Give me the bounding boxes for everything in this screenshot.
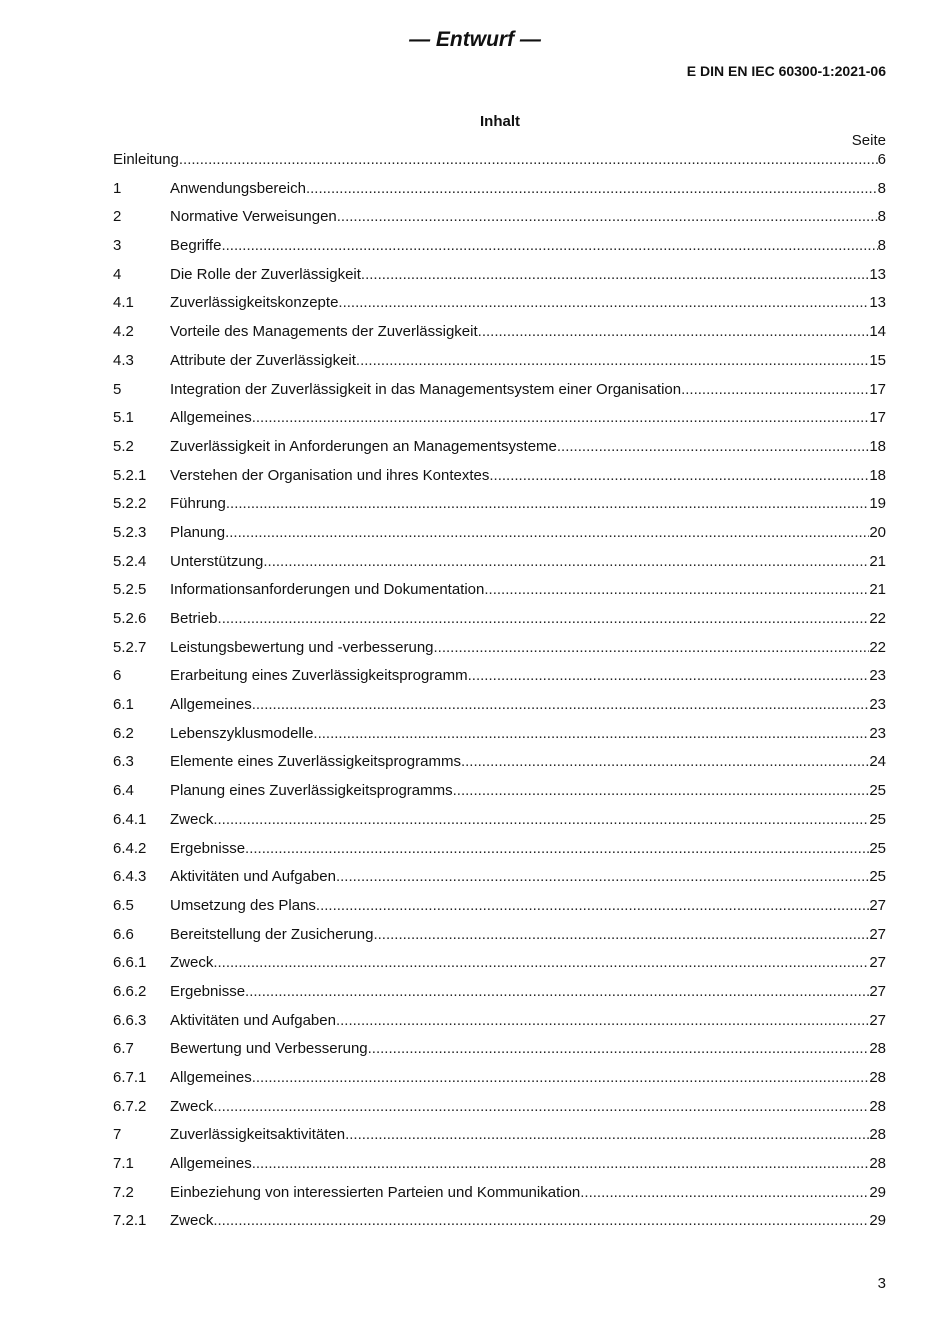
page-number: 3 <box>877 1275 886 1292</box>
toc-dot-leader <box>221 236 877 256</box>
toc-entry-page: 23 <box>869 667 886 685</box>
toc-entry[interactable] <box>113 179 886 208</box>
toc-entry[interactable] <box>113 724 886 753</box>
toc-dot-leader <box>336 867 869 887</box>
draft-title: — Entwurf — <box>409 28 541 51</box>
toc-heading: Inhalt <box>480 113 520 130</box>
toc-page-column-label: Seite <box>851 132 886 149</box>
toc-entry-page: 8 <box>877 237 886 255</box>
toc-entry-number: 6.6.2 <box>113 982 147 1000</box>
toc-entry-number: 6.4.1 <box>113 810 147 828</box>
toc-entry-title: Zweck <box>170 810 214 828</box>
toc-dot-leader <box>179 150 878 170</box>
toc-entry-number: 6.2 <box>113 724 134 742</box>
toc-entry-title: Einleitung <box>113 151 179 168</box>
toc-entry-title: Umsetzung des Plans <box>170 896 316 914</box>
toc-entry-title: Allgemeines <box>170 409 252 427</box>
toc-entry[interactable] <box>113 1183 886 1212</box>
toc-entry-page: 23 <box>869 696 886 714</box>
toc-dot-leader <box>580 1183 869 1203</box>
toc-entry-title: Bewertung und Verbesserung <box>170 1040 368 1058</box>
toc-entry-page: 23 <box>869 724 886 742</box>
toc-entry-title: Betrieb <box>170 610 218 627</box>
toc-entry-page: 28 <box>869 1097 886 1115</box>
toc-entry-page: 24 <box>869 753 886 771</box>
toc-entry-title: Zuverlässigkeitsaktivitäten <box>170 1126 346 1144</box>
toc-entry-title: Planung eines Zuverlässigkeitsprogramms <box>170 782 453 800</box>
toc-dot-leader <box>368 1039 870 1059</box>
toc-entry-title: Aktivitäten und Aufgaben <box>170 1011 336 1029</box>
toc-entry[interactable] <box>113 408 886 437</box>
toc-dot-leader <box>306 179 878 199</box>
toc-entry[interactable] <box>113 552 886 581</box>
toc-entry[interactable] <box>113 867 886 896</box>
toc-entry-title: Normative Verweisungen <box>170 208 337 226</box>
toc-dot-leader <box>218 609 870 629</box>
toc-entry-number: 5.2.3 <box>113 523 147 541</box>
toc-entry-page: 29 <box>869 1183 886 1201</box>
toc-entry-page: 22 <box>869 638 886 656</box>
toc-entry-number: 6.7.1 <box>113 1069 147 1086</box>
toc-dot-leader <box>489 466 869 486</box>
toc-entry-page: 28 <box>869 1126 886 1144</box>
toc-dot-leader <box>252 695 870 715</box>
toc-entry-number: 5.2.6 <box>113 610 147 627</box>
toc-dot-leader <box>245 839 869 859</box>
toc-entry[interactable] <box>113 982 886 1011</box>
toc-entry-number: 6.7.2 <box>113 1097 147 1115</box>
toc-entry[interactable] <box>113 925 886 954</box>
toc-entry-page: 27 <box>869 982 886 1000</box>
toc-entry-page: 25 <box>869 839 886 857</box>
toc-entry-page: 25 <box>869 810 886 828</box>
toc-entry-number: 6.7 <box>113 1040 134 1058</box>
toc-entry-title: Begriffe <box>170 237 222 255</box>
toc-entry-page: 27 <box>869 896 886 914</box>
toc-entry[interactable] <box>113 1154 886 1183</box>
toc-entry-title: Allgemeines <box>170 696 252 714</box>
toc-dot-leader <box>361 265 869 285</box>
table-of-contents <box>113 150 886 1240</box>
toc-entry[interactable] <box>113 351 886 380</box>
toc-entry[interactable] <box>113 839 886 868</box>
toc-entry-page: 15 <box>869 351 886 369</box>
toc-entry-page: 29 <box>869 1212 886 1230</box>
toc-dot-leader <box>453 781 870 801</box>
toc-entry-number: 5.2.2 <box>113 495 147 513</box>
toc-entry-title: Vorteile des Managements der Zuverlässigkeit <box>170 323 478 341</box>
toc-entry-page: 18 <box>869 437 886 455</box>
toc-entry-title: Unterstützung <box>170 552 264 570</box>
toc-entry[interactable] <box>113 1039 886 1068</box>
toc-dot-leader <box>213 953 869 973</box>
document-identifier: E DIN EN IEC 60300-1:2021-06 <box>686 63 886 79</box>
toc-entry-page: 8 <box>877 179 886 197</box>
toc-dot-leader <box>252 408 870 428</box>
toc-entry-page: 8 <box>877 208 886 226</box>
toc-entry[interactable] <box>113 953 886 982</box>
toc-entry-page: 22 <box>869 610 886 627</box>
toc-entry[interactable] <box>113 638 886 667</box>
toc-entry-page: 13 <box>869 294 886 312</box>
toc-dot-leader <box>337 207 878 227</box>
toc-entry[interactable] <box>113 609 886 638</box>
toc-dot-leader <box>213 1097 869 1117</box>
toc-entry-page: 27 <box>869 954 886 972</box>
toc-entry-title: Einbeziehung von interessierten Parteien und Kommunikation <box>170 1183 581 1201</box>
toc-entry-number: 5.2 <box>113 437 134 455</box>
toc-entry-page: 13 <box>869 265 886 283</box>
toc-entry[interactable] <box>113 494 886 523</box>
toc-dot-leader <box>213 810 869 830</box>
toc-entry[interactable] <box>113 781 886 810</box>
toc-entry-number: 4.2 <box>113 323 134 341</box>
toc-entry-page: 18 <box>869 466 886 484</box>
toc-entry[interactable] <box>113 437 886 466</box>
toc-entry-number: 7.1 <box>113 1155 134 1173</box>
toc-entry-page: 21 <box>869 581 886 599</box>
toc-dot-leader <box>478 322 870 342</box>
toc-entry-title: Erarbeitung eines Zuverlässigkeitsprogramm <box>170 667 468 685</box>
toc-entry-number: 5 <box>113 380 122 398</box>
toc-dot-leader <box>252 1154 870 1174</box>
toc-entry[interactable] <box>113 322 886 351</box>
toc-entry-title: Integration der Zuverlässigkeit in das Managementsystem einer Organisation <box>170 380 682 398</box>
toc-entry[interactable] <box>113 666 886 695</box>
toc-dot-leader <box>316 896 869 916</box>
toc-entry-page: 27 <box>869 1011 886 1029</box>
toc-entry-number: 5.2.4 <box>113 552 147 570</box>
toc-entry-title: Leistungsbewertung und -verbesserung <box>170 638 434 656</box>
toc-entry-number: 6.4 <box>113 782 134 800</box>
toc-entry-page: 20 <box>869 523 886 541</box>
toc-entry-title: Informationsanforderungen und Dokumentation <box>170 581 485 599</box>
toc-entry-title: Verstehen der Organisation und ihres Kontextes <box>170 466 490 484</box>
toc-entry-number: 6.6 <box>113 925 134 943</box>
toc-entry[interactable] <box>113 752 886 781</box>
toc-entry-title: Zweck <box>170 954 214 972</box>
toc-entry-number: 6.3 <box>113 753 134 771</box>
toc-dot-leader <box>313 724 869 744</box>
toc-entry-title: Anwendungsbereich <box>170 179 306 197</box>
toc-entry-page: 21 <box>869 552 886 570</box>
toc-dot-leader <box>225 523 869 543</box>
toc-entry[interactable] <box>113 580 886 609</box>
toc-entry-title: Ergebnisse <box>170 982 246 1000</box>
toc-entry[interactable] <box>113 150 886 179</box>
toc-entry-number: 7.2.1 <box>113 1212 147 1230</box>
toc-entry-number: 4.1 <box>113 294 134 312</box>
toc-entry[interactable] <box>113 810 886 839</box>
toc-entry-title: Zuverlässigkeit in Anforderungen an Managementsysteme <box>170 437 557 455</box>
toc-entry-number: 6.5 <box>113 896 134 914</box>
toc-entry-number: 4.3 <box>113 351 134 369</box>
toc-entry-title: Attribute der Zuverlässigkeit <box>170 351 356 369</box>
toc-entry[interactable] <box>113 265 886 294</box>
toc-entry-number: 7.2 <box>113 1183 134 1201</box>
toc-entry-page: 19 <box>869 495 886 513</box>
toc-entry-number: 6 <box>113 667 122 685</box>
toc-entry[interactable] <box>113 466 886 495</box>
toc-dot-leader <box>356 351 869 371</box>
toc-entry-number: 5.1 <box>113 409 134 427</box>
toc-entry[interactable] <box>113 523 886 552</box>
toc-dot-leader <box>263 552 869 572</box>
toc-entry-page: 25 <box>869 868 886 886</box>
toc-dot-leader <box>336 1011 869 1031</box>
toc-entry-number: 5.2.5 <box>113 581 147 599</box>
toc-entry-title: Elemente eines Zuverlässigkeitsprogramms <box>170 753 461 771</box>
toc-entry-number: 3 <box>113 237 122 255</box>
toc-dot-leader <box>338 293 869 313</box>
toc-dot-leader <box>213 1211 869 1231</box>
toc-entry-number: 6.4.3 <box>113 868 147 886</box>
toc-dot-leader <box>461 752 869 772</box>
toc-entry-number: 7 <box>113 1126 122 1144</box>
toc-entry-title: Bereitstellung der Zusicherung <box>170 925 374 943</box>
toc-dot-leader <box>252 1068 870 1088</box>
toc-entry-page: 17 <box>869 409 886 427</box>
toc-entry-number: 6.6.1 <box>113 954 147 972</box>
toc-entry-page: 25 <box>869 782 886 800</box>
toc-entry-page: 28 <box>869 1040 886 1058</box>
toc-entry[interactable] <box>113 896 886 925</box>
toc-entry[interactable] <box>113 1125 886 1154</box>
toc-entry[interactable] <box>113 1097 886 1126</box>
toc-entry-title: Aktivitäten und Aufgaben <box>170 868 336 886</box>
toc-dot-leader <box>468 666 870 686</box>
toc-entry-page: 28 <box>869 1069 886 1086</box>
toc-entry-page: 28 <box>869 1155 886 1173</box>
toc-dot-leader <box>484 580 869 600</box>
toc-entry-number: 4 <box>113 265 122 283</box>
toc-dot-leader <box>245 982 869 1002</box>
toc-entry-title: Allgemeines <box>170 1155 252 1173</box>
toc-entry-title: Allgemeines <box>170 1069 252 1086</box>
toc-dot-leader <box>373 925 869 945</box>
toc-dot-leader <box>434 638 870 658</box>
toc-entry-number: 5.2.1 <box>113 466 147 484</box>
toc-entry-number: 6.6.3 <box>113 1011 147 1029</box>
toc-entry-number: 5.2.7 <box>113 638 147 656</box>
toc-entry[interactable] <box>113 1011 886 1040</box>
toc-entry-title: Zuverlässigkeitskonzepte <box>170 294 339 312</box>
toc-entry-title: Lebenszyklusmodelle <box>170 724 314 742</box>
toc-entry-title: Die Rolle der Zuverlässigkeit <box>170 265 361 283</box>
toc-entry-number: 2 <box>113 208 122 226</box>
toc-entry-title: Führung <box>170 495 226 513</box>
toc-entry[interactable] <box>113 695 886 724</box>
toc-entry[interactable] <box>113 380 886 409</box>
toc-entry[interactable] <box>113 236 886 265</box>
toc-entry[interactable] <box>113 1068 886 1097</box>
toc-entry-page: 14 <box>869 323 886 341</box>
toc-entry[interactable] <box>113 1211 886 1240</box>
toc-entry-title: Ergebnisse <box>170 839 246 857</box>
toc-entry-title: Planung <box>170 523 226 541</box>
toc-entry-title: Zweck <box>170 1212 214 1230</box>
toc-dot-leader <box>345 1125 869 1145</box>
toc-entry-page: 6 <box>877 151 886 168</box>
toc-entry-title: Zweck <box>170 1097 214 1115</box>
toc-entry[interactable] <box>113 293 886 322</box>
toc-entry-number: 6.4.2 <box>113 839 147 857</box>
toc-dot-leader <box>226 494 869 514</box>
toc-entry-page: 17 <box>869 380 886 398</box>
toc-dot-leader <box>681 380 869 400</box>
toc-entry-number: 1 <box>113 179 122 197</box>
toc-entry-page: 27 <box>869 925 886 943</box>
toc-entry-number: 6.1 <box>113 696 134 714</box>
toc-entry[interactable] <box>113 207 886 236</box>
toc-dot-leader <box>557 437 869 457</box>
